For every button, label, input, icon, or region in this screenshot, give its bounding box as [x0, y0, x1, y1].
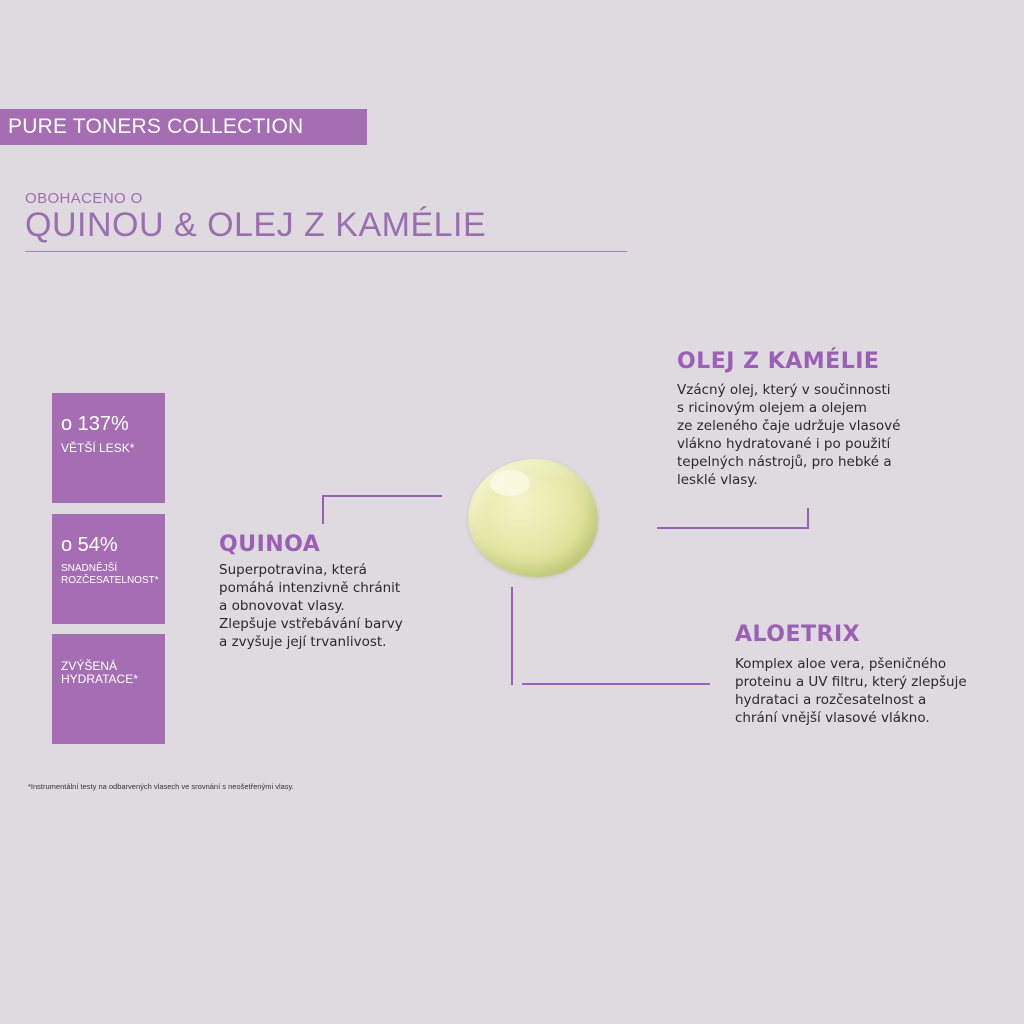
stat-label: SNADNĚJŠÍ ROZČESATELNOST* [61, 563, 159, 586]
stat-label: ZVÝŠENÁ HYDRATACE* [61, 659, 138, 686]
stat-box-detangling [52, 514, 165, 624]
aloetrix-connector-horizontal [522, 683, 710, 685]
footnote: *Instrumentální testy na odbarvených vlasech ve srovnání s neošetřenými vlasy. [28, 782, 294, 791]
title-divider [25, 251, 627, 252]
collection-banner: PURE TONERS COLLECTION [0, 109, 367, 145]
camellia-connector-horizontal [657, 527, 809, 529]
page-title: QUINOU & OLEJ Z KAMÉLIE [25, 206, 487, 244]
camellia-description: Vzácný olej, který v součinnosti s ricinovým olejem a olejem ze zeleného čaje udržuje vlasové vlákno hydratované i po použití tepelných nástrojů, pro hebké a lesklé vlasy. [677, 382, 901, 488]
stat-value: o 54% [61, 534, 118, 556]
drop-highlight [490, 470, 530, 496]
aloetrix-heading: ALOETRIX [735, 622, 861, 647]
quinoa-heading: QUINOA [219, 532, 321, 557]
aloetrix-description: Komplex aloe vera, pšeničného proteinu a UV filtru, který zlepšuje hydrataci a rozčesatelnost a chrání vnější vlasové vlákno. [735, 656, 967, 726]
quinoa-description: Superpotravina, která pomáhá intenzivně chránit a obnovovat vlasy. Zlepšuje vstřebávání barvy a zvyšuje její trvanlivost. [219, 562, 403, 650]
aloetrix-connector-vertical [511, 587, 513, 685]
stat-box-hydration [52, 634, 165, 744]
camellia-heading: OLEJ Z KAMÉLIE [677, 349, 880, 374]
page-subtitle: OBOHACENO O [25, 190, 143, 207]
quinoa-connector-horizontal [322, 495, 442, 497]
stat-label: VĚTŠÍ LESK* [61, 441, 135, 455]
stat-box-shine [52, 393, 165, 503]
camellia-connector-vertical [807, 508, 809, 529]
stat-value: o 137% [61, 413, 129, 435]
product-drop-image [468, 459, 598, 577]
quinoa-connector-vertical [322, 495, 324, 524]
